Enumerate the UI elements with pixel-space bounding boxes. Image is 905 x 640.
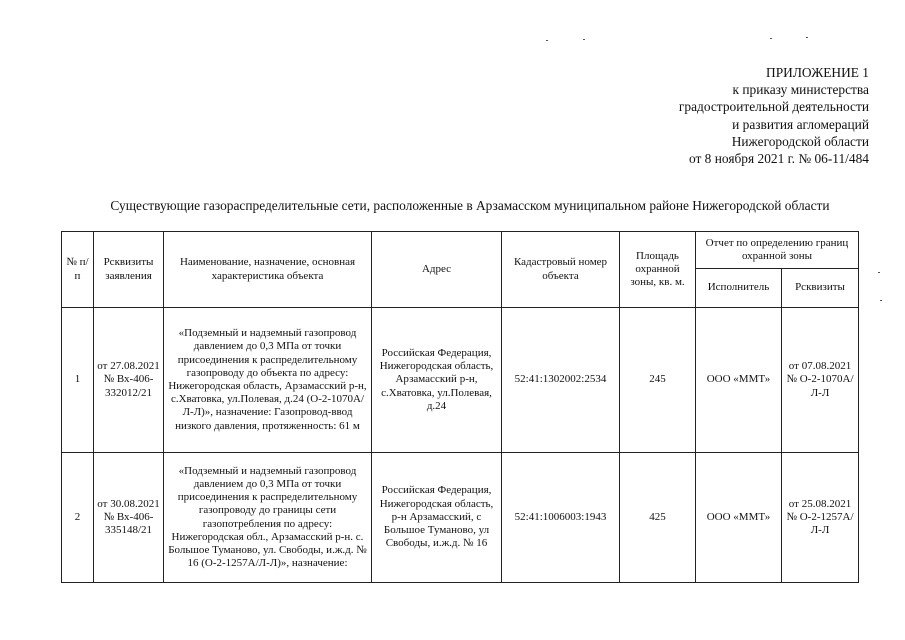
appendix-line: Нижегородской области — [731, 133, 869, 149]
appendix-line: к приказу министерства — [732, 82, 869, 98]
table-header-row — [62, 232, 859, 269]
scan-speck — [878, 272, 880, 273]
header-requisites: Рсквизиты заявления — [94, 232, 164, 308]
appendix-line: и развития агломераций — [732, 116, 869, 132]
header-report-requisites: Рсквизиты — [782, 269, 859, 308]
header-executor: Исполнитель — [696, 269, 782, 308]
scan-speck — [806, 37, 808, 38]
cell-cadastral: 52:41:1006003:1943 — [502, 453, 620, 583]
table-row — [62, 453, 859, 583]
cell-requisites: от 30.08.2021 № Вх-406-335148/21 — [94, 453, 164, 583]
cell-address: Российская Федерация, Нижегородская область, р-н Арзамасский, с Большое Туманово, ул Свободы, и.ж.д. № 16 — [372, 453, 502, 583]
header-cadastral: Кадастровый номер объекта — [502, 232, 620, 308]
appendix-order-date: от 8 ноября 2021 г. № 06-11/484 — [688, 151, 869, 167]
scan-speck — [583, 39, 585, 40]
header-address: Адрес — [372, 232, 502, 308]
scan-speck — [770, 38, 772, 39]
cell-requisites: от 27.08.2021 № Вх-406-332012/21 — [94, 308, 164, 453]
cell-num: 1 — [62, 308, 94, 453]
cell-report-requisites: от 25.08.2021 № О-2-1257А/Л-Л — [782, 453, 859, 583]
appendix-block — [679, 64, 869, 167]
cell-area: 245 — [620, 308, 696, 453]
table-row — [62, 308, 859, 453]
cell-executor: ООО «ММТ» — [696, 308, 782, 453]
header-report: Отчет по определению границ охранной зоны — [696, 232, 859, 269]
cell-area: 425 — [620, 453, 696, 583]
scan-speck — [546, 40, 548, 41]
cell-executor: ООО «ММТ» — [696, 453, 782, 583]
cell-num: 2 — [62, 453, 94, 583]
header-name: Наименование, назначение, основная характеристика объекта — [164, 232, 372, 308]
scan-speck — [880, 300, 882, 301]
appendix-heading: ПРИЛОЖЕНИЕ 1 — [766, 65, 869, 80]
header-area: Площадь охранной зоны, кв. м. — [620, 232, 696, 308]
cell-name: «Подземный и надземный газопровод давлением до 0,3 МПа от точки присоединения к распределительному газопроводу до объекта по адресу: Нижегородская область, Арзамасский р-н, с.Хватовка, ул.Полевая, д.24 (О-2-1070А/Л-Л)», назначение: Газопровод-ввод низкого давления, протяженность: 61 м — [164, 308, 372, 453]
cell-address: Российская Федерация, Нижегородская область, Арзамасский р-н, с.Хватовка, ул.Полевая, д.24 — [372, 308, 502, 453]
gas-networks-table — [61, 231, 859, 583]
cell-cadastral: 52:41:1302002:2534 — [502, 308, 620, 453]
document-title: Существующие газораспределительные сети, расположенные в Арзамасском муниципальном районе Нижегородской области — [110, 198, 830, 213]
appendix-line: градостроительной деятельности — [678, 99, 869, 115]
cell-name: «Подземный и надземный газопровод давлением до 0,3 МПа от точки присоединения к распределительному газопроводу до границы сети газопотребления по адресу: Нижегородская обл., Арзамасский р-н. с. Большое Туманово, ул. Свободы, и.ж.д. № 16 (О-2-1257А/Л-Л)», назначение: — [164, 453, 372, 583]
cell-report-requisites: от 07.08.2021 № О-2-1070А/Л-Л — [782, 308, 859, 453]
header-num: № п/п — [62, 232, 94, 308]
